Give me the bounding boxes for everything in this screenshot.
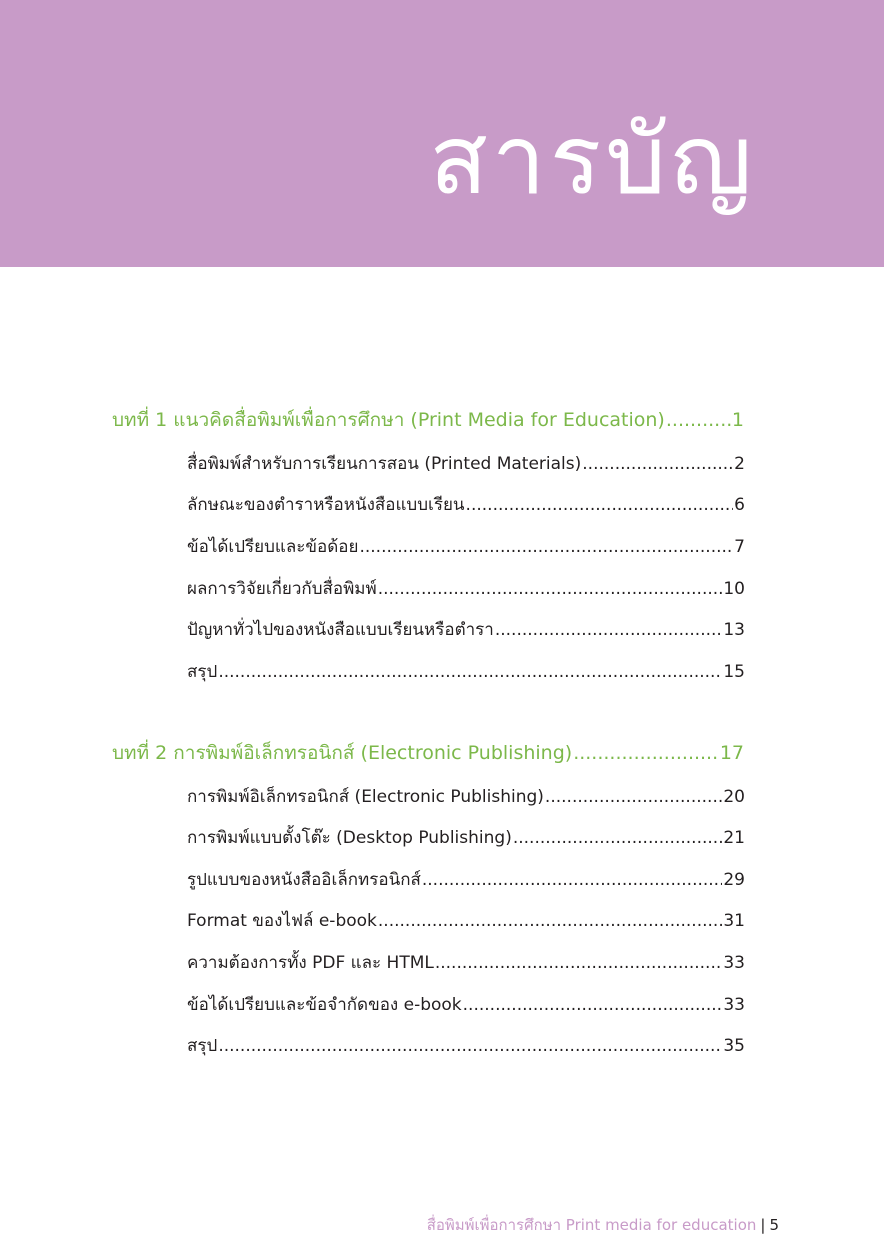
- toc-entry[interactable]: [187, 1032, 745, 1059]
- toc-chapter-2[interactable]: [112, 738, 744, 768]
- toc-entry[interactable]: [187, 949, 745, 976]
- toc-entry[interactable]: [187, 907, 745, 934]
- toc-entry-title: ความต้องการทั้ง PDF และ HTML: [187, 953, 434, 973]
- toc-page-number: 29: [723, 870, 745, 890]
- toc-page-number: 7: [734, 537, 745, 557]
- toc-entry-title: สรุป: [187, 1036, 218, 1056]
- toc-chapter-title: บทที่ 2 การพิมพ์อิเล็กทรอนิกส์ (Electronic Publishing): [112, 742, 573, 764]
- page-title: สารบัญ: [429, 104, 756, 216]
- toc-page-number: 6: [734, 495, 745, 515]
- toc-leader-dots: [463, 995, 723, 1015]
- toc-entry-title: สรุป: [187, 662, 218, 682]
- footer-separator: |: [760, 1216, 766, 1234]
- toc-leader-dots: [422, 870, 722, 890]
- toc-leader-dots: [582, 454, 733, 474]
- toc-entry-title: ปัญหาทั่วไปของหนังสือแบบเรียนหรือตำรา: [187, 620, 494, 640]
- toc-leader-dots: [495, 620, 723, 640]
- toc-entry[interactable]: [187, 491, 745, 518]
- toc-entry-title: สื่อพิมพ์สำหรับการเรียนการสอน (Printed Materials): [187, 454, 582, 474]
- toc-entry[interactable]: [187, 824, 745, 851]
- toc-entry-title: ข้อได้เปรียบและข้อจำกัดของ e-book: [187, 995, 462, 1015]
- toc-entry-title: การพิมพ์แบบตั้งโต๊ะ (Desktop Publishing): [187, 828, 512, 848]
- toc-entry-title: Format ของไฟล์ e-book: [187, 911, 377, 931]
- toc-page-number: 15: [723, 662, 745, 682]
- toc-page-number: 13: [723, 620, 745, 640]
- toc-entry[interactable]: [187, 575, 745, 602]
- toc-page-number: 1: [731, 409, 744, 431]
- toc-entry[interactable]: [187, 991, 745, 1018]
- toc-page-number: 20: [723, 787, 745, 807]
- toc-leader-dots: [359, 537, 733, 557]
- toc-page-number: 2: [734, 454, 745, 474]
- toc-page-number: 21: [723, 828, 745, 848]
- footer-book-title: สื่อพิมพ์เพื่อการศึกษา Print media for education: [426, 1216, 757, 1234]
- toc-page-number: 31: [723, 911, 745, 931]
- toc-leader-dots: [666, 409, 731, 431]
- toc-leader-dots: [513, 828, 723, 848]
- toc-leader-dots: [218, 662, 722, 682]
- toc-chapter-title: บทที่ 1 แนวคิดสื่อพิมพ์เพื่อการศึกษา (Print Media for Education): [112, 409, 665, 431]
- toc-entry[interactable]: [187, 658, 745, 685]
- toc-entry[interactable]: [187, 533, 745, 560]
- toc-entry[interactable]: [187, 783, 745, 810]
- toc-leader-dots: [573, 742, 719, 764]
- toc-entry[interactable]: [187, 616, 745, 643]
- toc-entry-title: รูปแบบของหนังสืออิเล็กทรอนิกส์: [187, 870, 421, 890]
- toc-leader-dots: [545, 787, 722, 807]
- toc-leader-dots: [218, 1036, 722, 1056]
- footer-page-number: 5: [769, 1216, 779, 1234]
- toc-entry-title: ลักษณะของตำราหรือหนังสือแบบเรียน: [187, 495, 465, 515]
- toc-leader-dots: [435, 953, 723, 973]
- toc-entry-title: ข้อได้เปรียบและข้อด้อย: [187, 537, 359, 557]
- toc-entry-title: ผลการวิจัยเกี่ยวกับสื่อพิมพ์: [187, 579, 377, 599]
- toc-page-number: 35: [723, 1036, 745, 1056]
- toc-leader-dots: [378, 911, 722, 931]
- page-footer: [427, 1213, 779, 1237]
- toc-page-number: 33: [723, 995, 745, 1015]
- toc-leader-dots: [466, 495, 734, 515]
- toc-page-number: 33: [723, 953, 745, 973]
- toc-entry[interactable]: [187, 866, 745, 893]
- toc-entry[interactable]: [187, 450, 745, 477]
- toc-page-number: 17: [719, 742, 744, 764]
- toc-leader-dots: [378, 579, 723, 599]
- toc-entry-title: การพิมพ์อิเล็กทรอนิกส์ (Electronic Publishing): [187, 787, 544, 807]
- toc-chapter-1[interactable]: [112, 405, 744, 435]
- toc-page-number: 10: [723, 579, 745, 599]
